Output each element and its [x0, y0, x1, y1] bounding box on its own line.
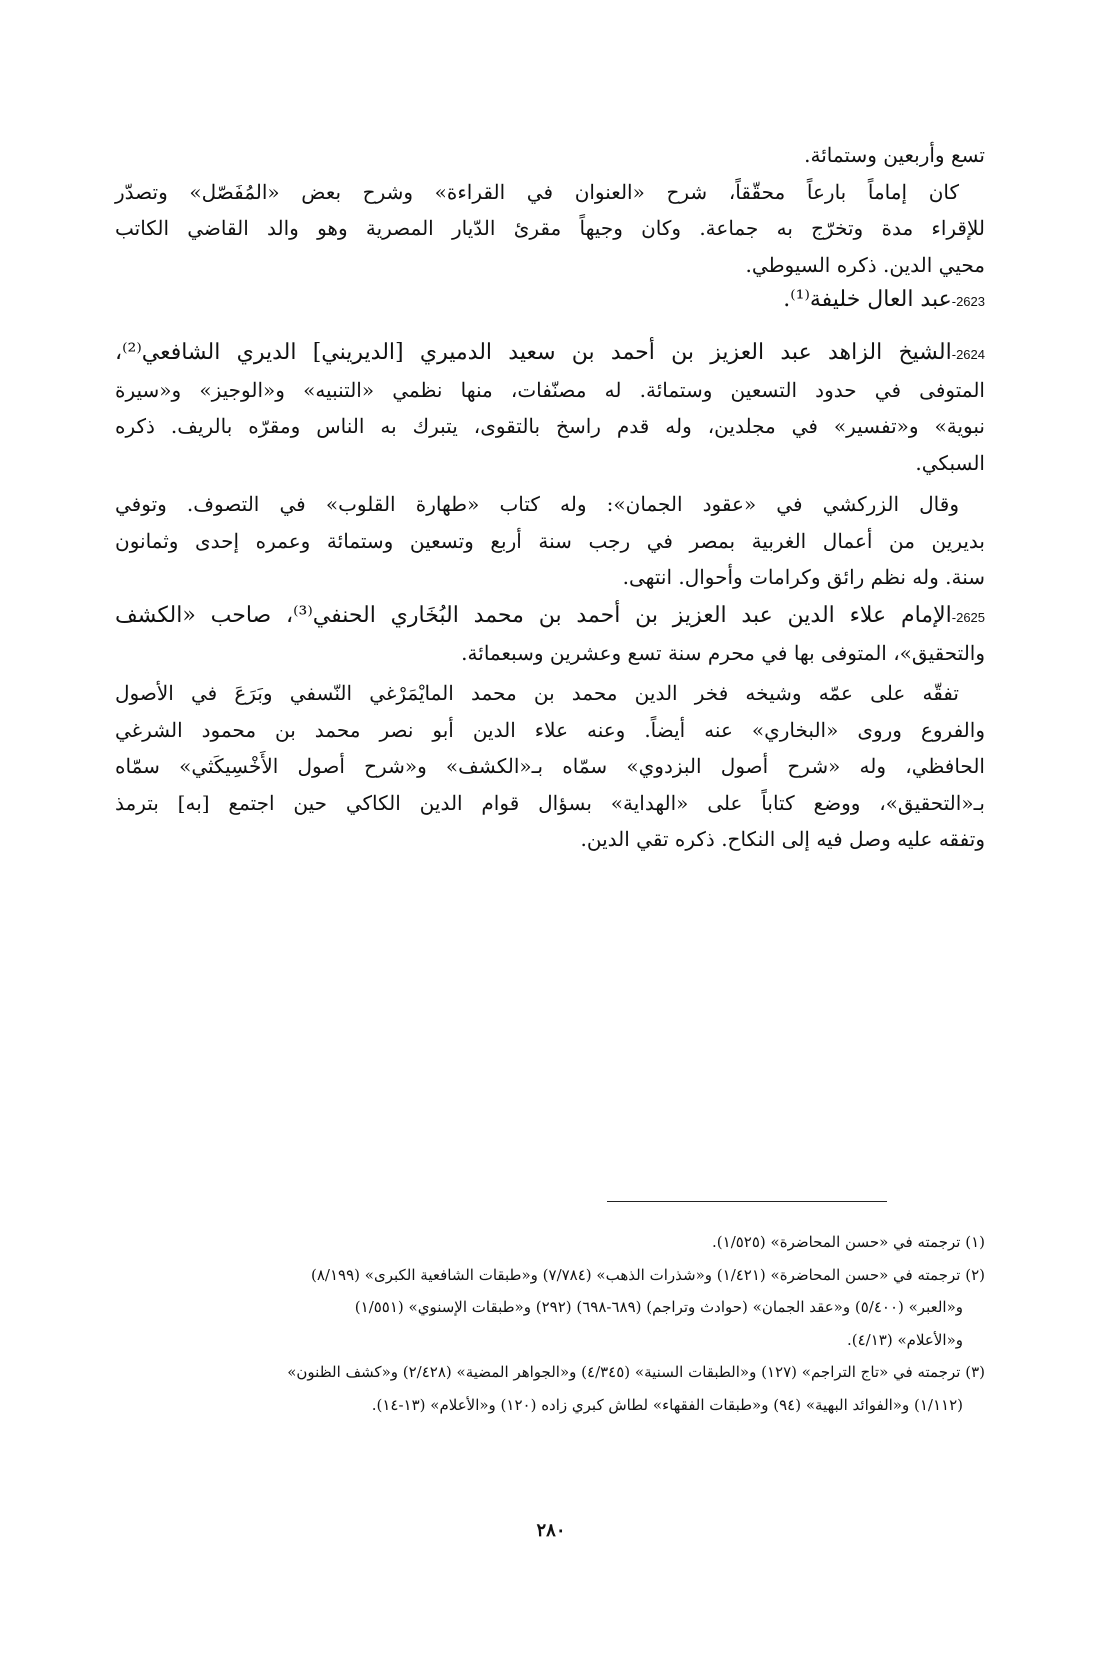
- page-number: ٢٨٠: [536, 1520, 566, 1541]
- entry-number: 2625-: [951, 610, 986, 625]
- entry-heading: عبد العال خليفة⁽¹⁾.: [783, 287, 952, 312]
- entry-number: 2623-: [951, 294, 985, 309]
- text-line: وقال الزركشي في «عقود الجمان»: وله كتاب «طهارة القلوب» في التصوف. وتوفي: [115, 492, 959, 516]
- entry-heading: الشيخ الزاهد عبد العزيز بن أحمد بن سعيد الدميري [الديريني] الديري الشافعي⁽²⁾،: [115, 340, 952, 365]
- entry-2625: [115, 598, 985, 858]
- footnote-line: (١/١١٢) و«الفوائد البهية» (٩٤) و«طبقات الفقهاء» لطاش كبري زاده (١٢٠) و«الأعلام» (١٣-١٤).: [371, 1395, 963, 1414]
- text-line: السبكي.: [915, 450, 985, 475]
- text-line: والتحقيق»، المتوفى بها في محرم سنة تسع وعشرين وسبعمائة.: [461, 640, 985, 665]
- text-line: تسع وأربعين وستمائة.: [804, 143, 985, 167]
- entry-2623: [115, 282, 985, 319]
- text-line: للإقراء مدة وتخرّج به جماعة. وكان وجيهاً مقرئ الدّيار المصرية وهو والد القاضي الكاتب: [115, 216, 985, 240]
- text-line: بـ«التحقيق»، ووضع كتاباً على «الهداية» بسؤال قوام الدين الكاكي حين اجتمع [به] بترمذ: [115, 790, 985, 815]
- text-line: سنة. وله نظم رائق وكرامات وأحوال. انتهى.: [622, 565, 985, 589]
- text-line: تفقّه على عمّه وشيخه فخر الدين محمد بن محمد المايْمَرْغي النّسفي وبَرَعَ في الأصول: [115, 681, 959, 705]
- footnote-line: و«العبر» (٥/٤٠٠) و«عقد الجمان» (حوادث وتراجم) (٦٨٩-٦٩٨) (٢٩٢) و«طبقات الإسنوي» (١/٥٥١): [354, 1298, 963, 1316]
- text-line: محيي الدين. ذكره السيوطي.: [745, 252, 985, 277]
- footnotes: [115, 1226, 985, 1421]
- footnote-line: (١) ترجمته في «حسن المحاضرة» (١/٥٢٥).: [712, 1233, 985, 1251]
- text-line: المتوفى في حدود التسعين وستمائة. له مصنّفات، منها نظمي «التنبيه» و«الوجيز» و«سيرة: [115, 377, 985, 402]
- text-line: كان إماماً بارعاً محقّقاً، شرح «العنوان في القراءة» وشرح بعض «المُفَصّل» وتصدّر: [115, 179, 959, 204]
- text-line: والفروع وروى «البخاري» عنه أيضاً. وعنه علاء الدين أبو نصر محمد بن محمود الشرغي: [115, 717, 985, 742]
- continued-entry: [115, 137, 985, 283]
- entry-heading: الإمام علاء الدين عبد العزيز بن أحمد بن محمد البُخَاري الحنفي⁽³⁾، صاحب «الكشف: [115, 603, 952, 628]
- text-line: بديرين من أعمال الغربية بمصر في رجب سنة أربع وتسعين وستمائة وعمره إحدى وثمانون: [115, 528, 985, 553]
- text-line: الحافظي، وله «شرح أصول البزدوي» سمّاه بـ«الكشف» و«شرح أصول الأَخْسِيكَثي» سمّاه: [115, 754, 985, 778]
- footnote-separator: [607, 1201, 887, 1202]
- footnote-line: (٣) ترجمته في «تاج التراجم» (١٢٧) و«الطبقات السنية» (٤/٣٤٥) و«الجواهر المضية» (٢/٤٢٨) و«كشف الظنون»: [287, 1363, 985, 1381]
- entry-2624: [115, 335, 985, 596]
- text-line: وتفقه عليه وصل فيه إلى النكاح. ذكره تقي الدين.: [580, 827, 985, 851]
- text-line: نبوية» و«تفسير» في مجلدين، وله قدم راسخ بالتقوى، يتبرك به الناس ومقرّه بالريف. ذكره: [115, 414, 985, 438]
- footnote-line: (٢) ترجمته في «حسن المحاضرة» (١/٤٢١) و«شذرات الذهب» (٧/٧٨٤) و«طبقات الشافعية الكبرى» (٨/١٩٩): [311, 1265, 985, 1284]
- footnote-line: و«الأعلام» (٤/١٣).: [847, 1330, 963, 1349]
- entry-number: 2624-: [951, 347, 985, 362]
